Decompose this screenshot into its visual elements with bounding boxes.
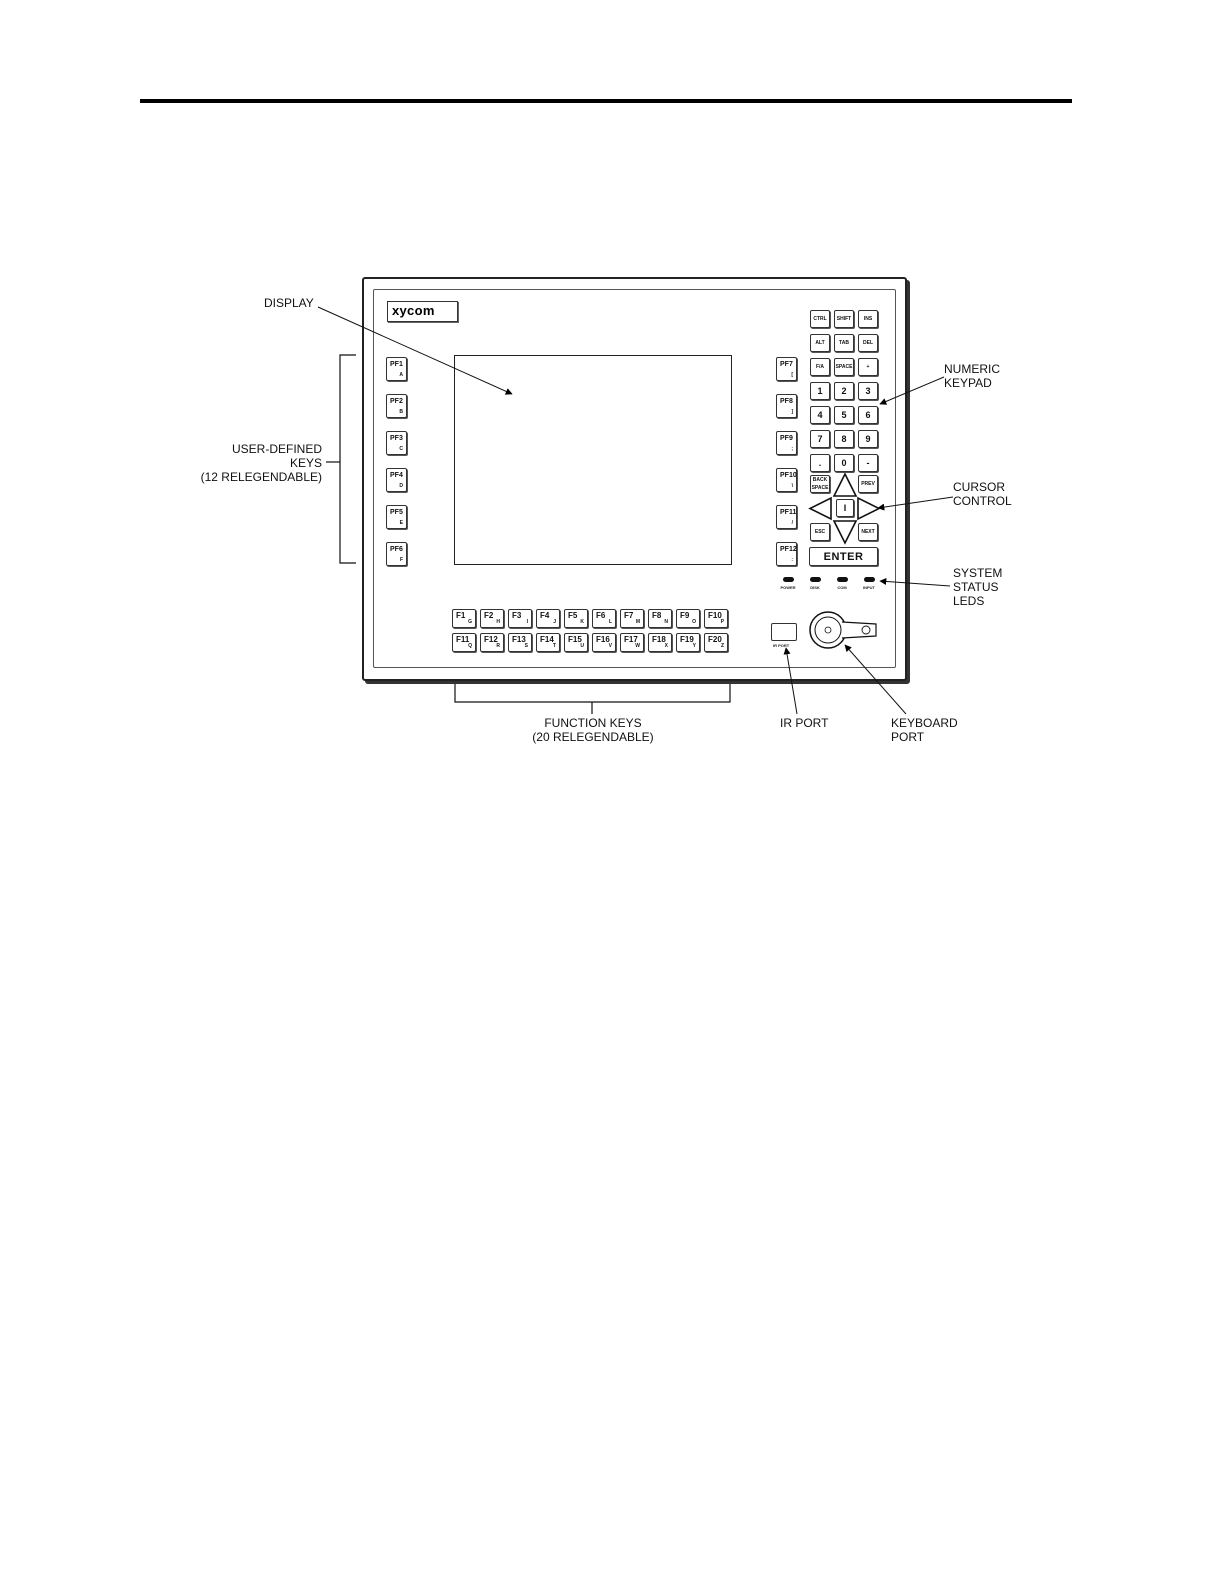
back-space-key-label: BACK SPACE: [811, 477, 829, 491]
keypad-key-r4c2-label: 2: [841, 386, 847, 396]
function-key-16-label: F16: [596, 635, 610, 644]
pf-key-12-legend: :: [791, 557, 793, 563]
keypad-key-r2c1-label: ALT: [815, 340, 825, 346]
keypad-key-r1c3-label: INS: [863, 316, 873, 322]
callout-user-keys-line-2: KEYS: [289, 456, 322, 470]
function-key-11-legend: Q: [468, 643, 472, 649]
keypad-key-r2c2-label: TAB: [839, 340, 849, 346]
pf-key-1-legend: A: [399, 372, 403, 378]
cursor-control-leader-arrow: [878, 497, 953, 508]
function-key-10-legend: P: [720, 619, 724, 625]
callout-display: DISPLAY: [264, 296, 314, 310]
function-key-15-legend: U: [580, 643, 584, 649]
callout-user-keys-line-3: (12 RELEGENDABLE): [200, 470, 322, 484]
function-key-17-label: F17: [624, 635, 638, 644]
keypad-key-r7c2-label: 0: [841, 458, 847, 468]
display-leader-arrow: [318, 307, 512, 394]
function-key-13-legend: S: [524, 643, 528, 649]
pf-key-2-label: PF2: [390, 398, 403, 405]
keypad-key-r4c3-label: 3: [865, 386, 871, 396]
pf-key-5-legend: E: [399, 520, 403, 526]
keypad-key-r1c1-label: CTRL: [813, 316, 827, 322]
pf-key-5-label: PF5: [390, 509, 403, 516]
function-key-7-label: F7: [624, 611, 634, 620]
next-key-label: NEXT: [861, 529, 875, 535]
numeric-keypad-leader-arrow: [880, 377, 944, 404]
keypad-key-r7c1-label: .: [818, 458, 822, 468]
keypad-key-r4c1-label: 1: [817, 386, 823, 396]
function-key-2-legend: H: [496, 619, 500, 625]
function-key-13-label: F13: [512, 635, 526, 644]
callout-user-keys-line-1: USER-DEFINED: [231, 442, 322, 456]
pf-key-4-legend: D: [399, 483, 403, 489]
prev-key-label: PREV: [861, 481, 875, 487]
callout-numeric-line-2: KEYPAD: [944, 376, 992, 390]
function-key-6-legend: L: [608, 619, 612, 625]
pf-key-4-label: PF4: [390, 472, 403, 479]
cursor-left-arrow-icon: [810, 498, 831, 519]
cursor-down-arrow-icon: [834, 521, 856, 543]
keypad-key-r5c1-label: 4: [817, 410, 823, 420]
callout-leds-line-3: LEDS: [953, 594, 985, 608]
keypad-key-r2c3-label: DEL: [863, 340, 873, 346]
function-key-5-label: F5: [568, 611, 578, 620]
keyboard-port-leader-arrow: [845, 645, 906, 714]
pf-key-6-legend: F: [399, 557, 403, 563]
function-key-15-label: F15: [568, 635, 582, 644]
function-key-12-legend: R: [496, 643, 500, 649]
pf-key-10-label: PF10: [780, 472, 797, 479]
callout-fkeys-line-2: (20 RELEGENDABLE): [532, 730, 654, 744]
function-key-3-legend: I: [526, 619, 528, 625]
pf-key-8-label: PF8: [780, 398, 793, 405]
pf-key-1-label: PF1: [390, 361, 403, 368]
ir-port-label: IR PORT: [773, 643, 790, 648]
function-key-4-legend: J: [553, 619, 556, 625]
function-key-18-label: F18: [652, 635, 666, 644]
ir-port-leader-arrow: [786, 648, 797, 714]
cursor-center-key-label: I: [843, 503, 847, 513]
led-input-label: INPUT: [863, 585, 875, 590]
function-key-4-label: F4: [540, 611, 550, 620]
function-key-1-label: F1: [456, 611, 466, 620]
led-com-label: COM: [837, 585, 847, 590]
function-key-19-legend: Y: [692, 643, 696, 649]
keypad-key-r7c3-label: -: [866, 458, 870, 468]
status-leds-leader-arrow: [880, 581, 950, 586]
callout-ir-port: IR PORT: [780, 716, 829, 730]
pf-key-11-legend: /: [791, 520, 793, 526]
function-key-10-label: F10: [708, 611, 722, 620]
keyboard-port-connector-icon: [810, 612, 876, 648]
pf-key-3-label: PF3: [390, 435, 403, 442]
pf-key-12-label: PF12: [780, 546, 797, 553]
function-key-5-legend: K: [580, 619, 584, 625]
esc-key-label: ESC: [814, 529, 826, 535]
function-key-18-legend: X: [664, 643, 668, 649]
keypad-key-r3c3-label: +: [866, 364, 870, 370]
function-key-12-label: F12: [484, 635, 498, 644]
function-key-11-label: F11: [456, 635, 470, 644]
keypad-key-r5c3-label: 6: [865, 410, 871, 420]
user-keys-bracket: [326, 355, 356, 563]
function-key-9-label: F9: [680, 611, 690, 620]
function-key-9-legend: O: [692, 619, 696, 625]
function-key-19-label: F19: [680, 635, 694, 644]
cursor-right-arrow-icon: [858, 498, 879, 519]
callout-cursor-line-2: CONTROL: [953, 494, 1012, 508]
led-power-label: POWER: [780, 585, 796, 590]
function-key-1-legend: G: [468, 619, 472, 625]
callout-cursor-line-1: CURSOR: [953, 480, 1006, 494]
callout-kbd-line-1: KEYBOARD: [891, 716, 958, 730]
function-keys-bracket: [455, 684, 730, 714]
keypad-key-r6c2-label: 8: [841, 434, 847, 444]
function-key-3-label: F3: [512, 611, 522, 620]
pf-key-7-label: PF7: [780, 361, 793, 368]
function-key-8-label: F8: [652, 611, 662, 620]
keypad-key-r3c1-label: F/A: [815, 364, 825, 370]
led-disk-label: DISK: [810, 585, 820, 590]
callout-leds-line-2: STATUS: [953, 580, 999, 594]
function-key-8-legend: N: [664, 619, 668, 625]
function-key-6-label: F6: [596, 611, 606, 620]
pf-key-3-legend: C: [399, 446, 403, 452]
cursor-arrows: [810, 474, 879, 543]
enter-key-label: ENTER: [823, 550, 864, 563]
pf-key-10-legend: \: [791, 483, 793, 489]
callout-leds-line-1: SYSTEM: [953, 566, 1003, 580]
function-key-16-legend: V: [608, 643, 612, 649]
pf-key-9-label: PF9: [780, 435, 793, 442]
function-key-7-legend: M: [635, 619, 640, 625]
function-key-14-legend: T: [552, 643, 556, 649]
callout-kbd-line-2: PORT: [891, 730, 925, 744]
cursor-up-arrow-icon: [834, 474, 856, 496]
keypad-key-r1c2-label: SHIFT: [836, 316, 852, 322]
pf-key-9-legend: ;: [791, 446, 793, 452]
callout-fkeys-line-1: FUNCTION KEYS: [544, 716, 642, 730]
brand-logo: xycom: [392, 303, 435, 318]
keypad-key-r3c2-label: SPACE: [835, 364, 853, 370]
pf-key-2-legend: B: [399, 409, 403, 415]
function-key-2-label: F2: [484, 611, 494, 620]
keypad-key-r6c1-label: 7: [817, 434, 823, 444]
callout-numeric-line-1: NUMERIC: [944, 362, 1000, 376]
pf-key-11-label: PF11: [780, 509, 797, 516]
pf-key-6-label: PF6: [390, 546, 403, 553]
pf-key-7-legend: [: [791, 372, 793, 378]
keypad-key-r5c2-label: 5: [841, 410, 847, 420]
keypad-key-r6c3-label: 9: [865, 434, 871, 444]
function-key-20-label: F20: [708, 635, 722, 644]
pf-key-8-legend: ]: [791, 409, 793, 415]
function-key-14-label: F14: [540, 635, 554, 644]
function-key-20-legend: Z: [720, 643, 724, 649]
function-key-17-legend: W: [635, 643, 640, 649]
